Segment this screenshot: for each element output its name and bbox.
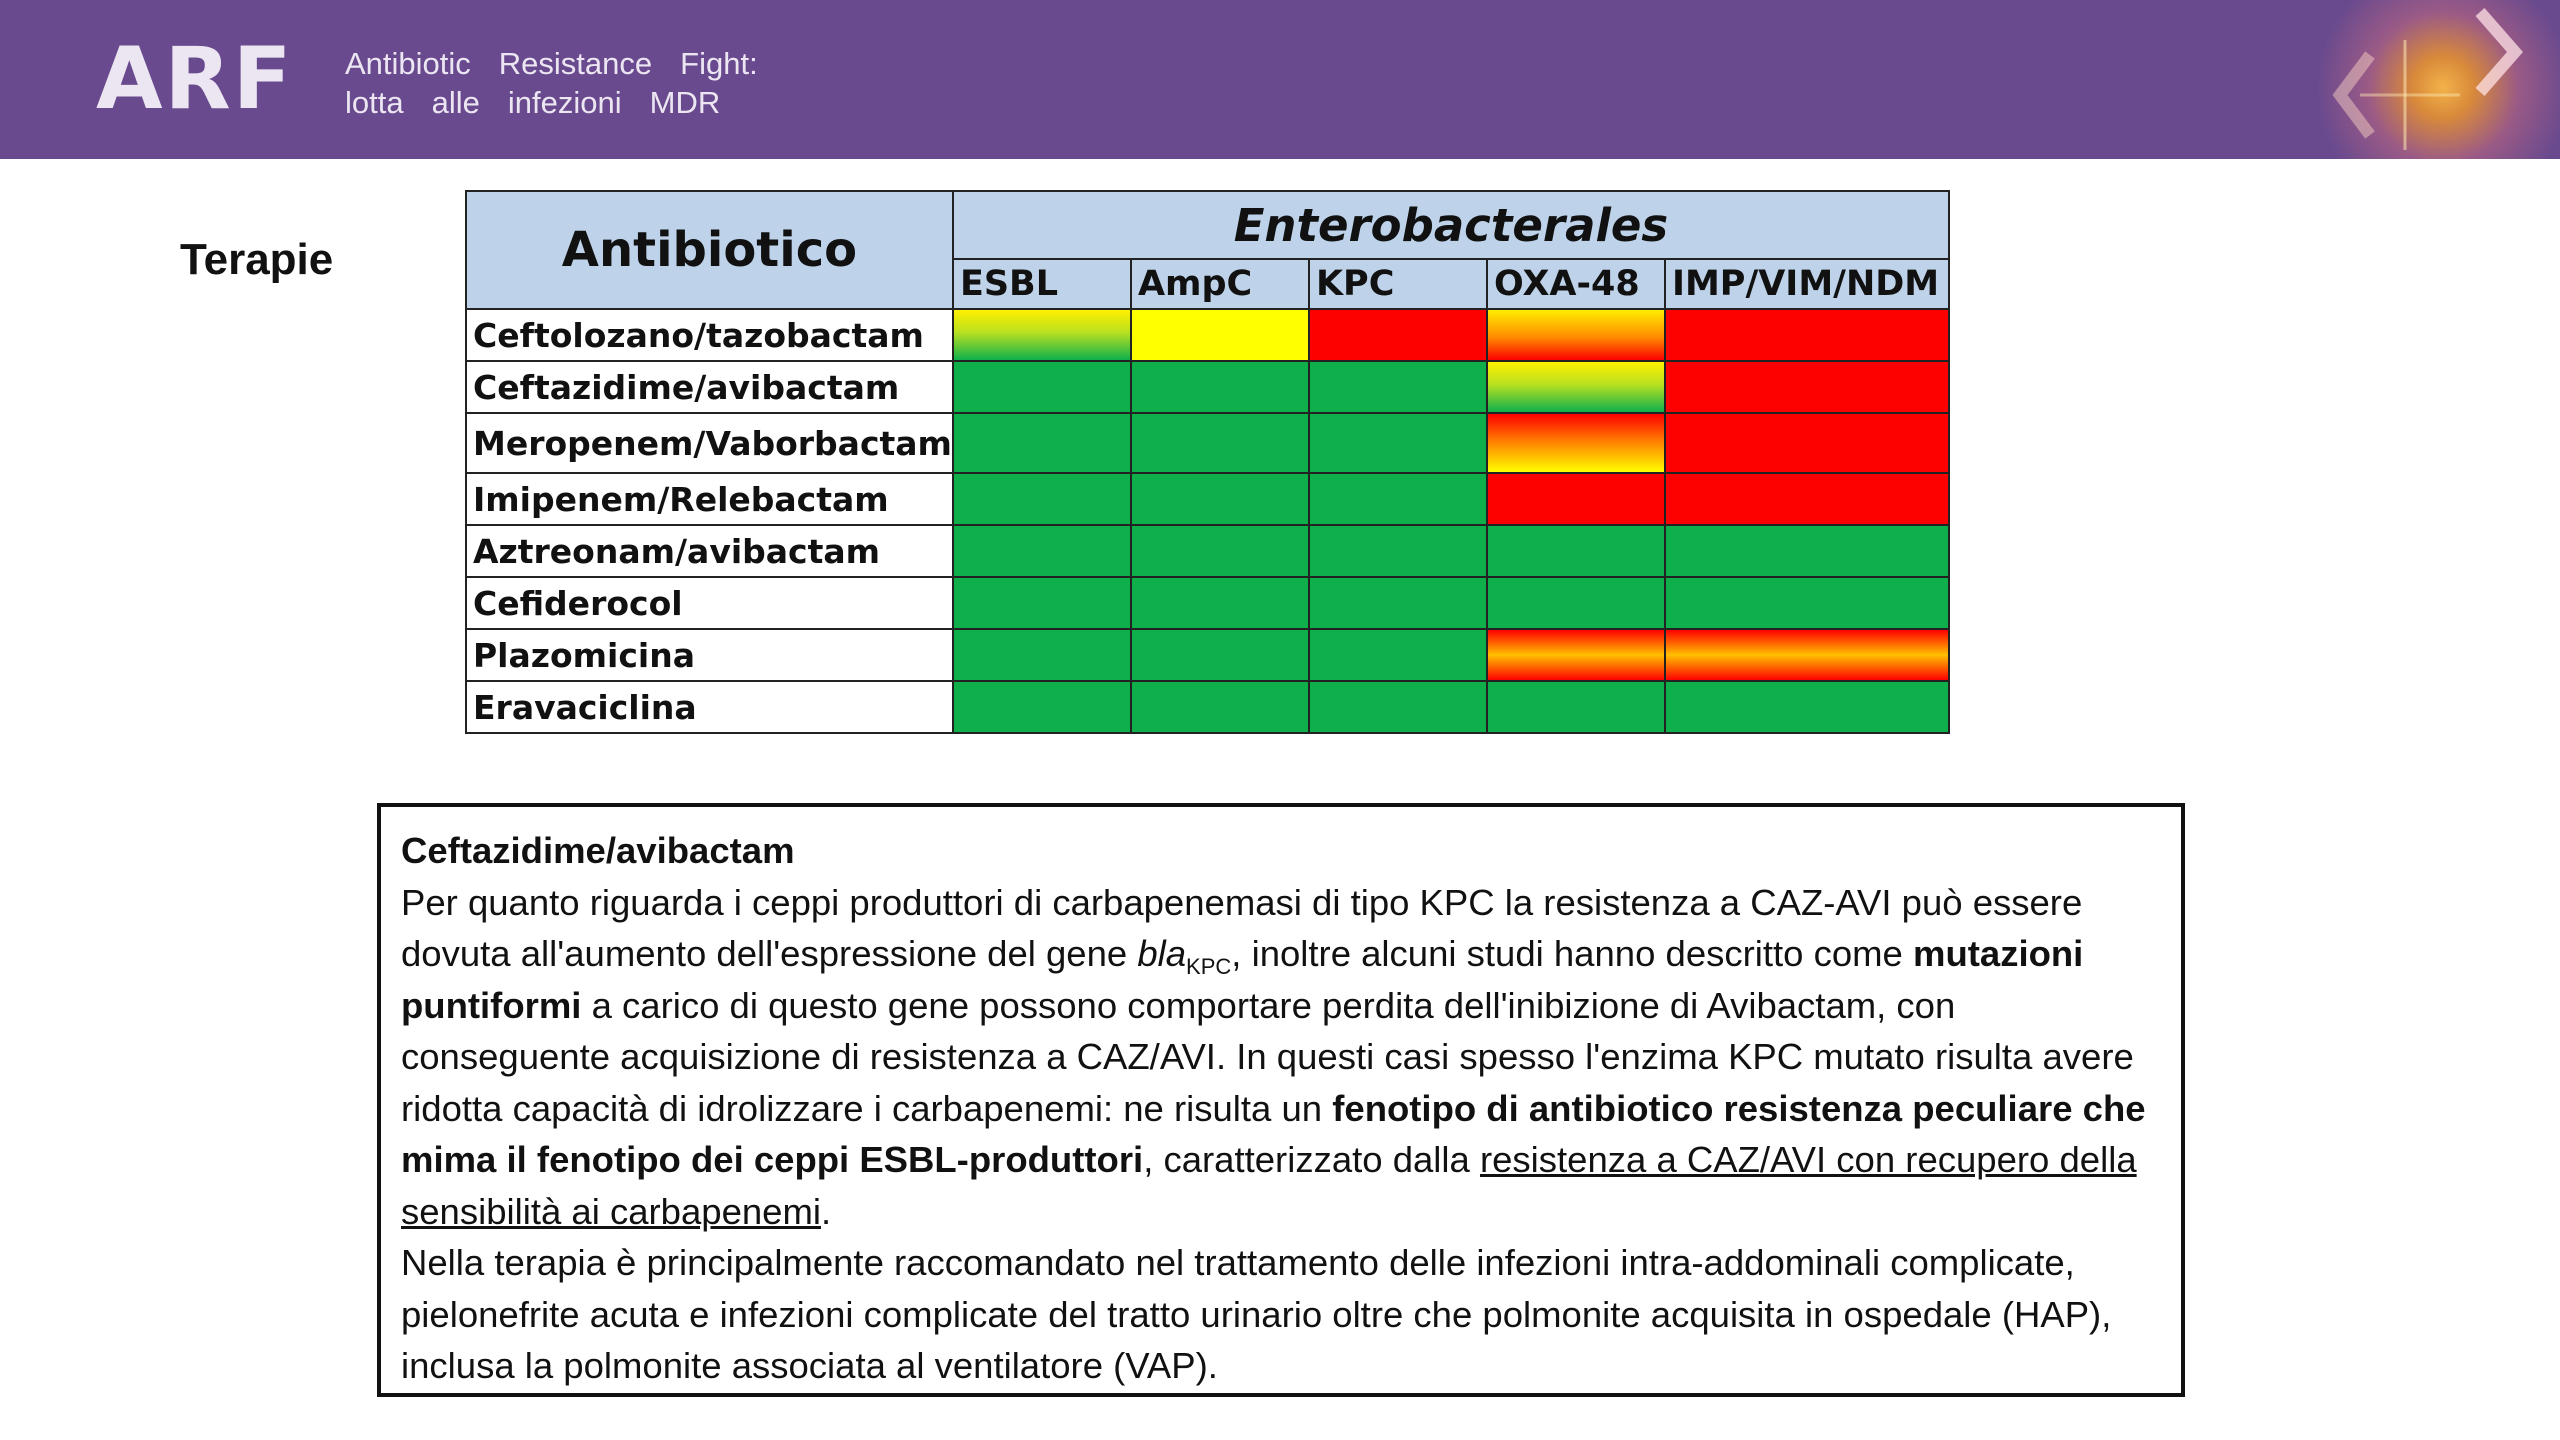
susceptibility-cell-imp-vim-ndm xyxy=(1665,681,1949,733)
antibiotic-name-cell: Meropenem/Vaborbactam xyxy=(466,413,953,473)
decorative-corner-graphic xyxy=(2300,0,2560,159)
underlined-text: resistenza a CAZ/AVI con recupero della sensibilità ai carbapenemi xyxy=(401,1139,2137,1232)
susceptibility-cell-ampc xyxy=(1131,681,1309,733)
tagline-word: alle xyxy=(431,85,480,120)
susceptibility-cell-kpc xyxy=(1309,577,1487,629)
susceptibility-cell-esbl xyxy=(953,473,1131,525)
susceptibility-cell-kpc xyxy=(1309,629,1487,681)
table-row xyxy=(466,681,1949,733)
susceptibility-cell-oxa-48 xyxy=(1487,525,1665,577)
table-row xyxy=(466,577,1949,629)
susceptibility-cell-esbl xyxy=(953,629,1131,681)
gene-subscript: KPC xyxy=(1186,954,1232,979)
text-run: . xyxy=(820,1190,832,1232)
note-paragraph-1 xyxy=(401,877,2161,1238)
susceptibility-cell-oxa-48 xyxy=(1487,681,1665,733)
antibiotic-name-cell: Ceftolozano/tazobactam xyxy=(466,309,953,361)
susceptibility-cell-imp-vim-ndm xyxy=(1665,309,1949,361)
antibiotic-name-cell: Aztreonam/avibactam xyxy=(466,525,953,577)
susceptibility-cell-oxa-48 xyxy=(1487,473,1665,525)
tagline xyxy=(345,44,758,122)
susceptibility-cell-imp-vim-ndm xyxy=(1665,577,1949,629)
susceptibility-cell-ampc xyxy=(1131,413,1309,473)
susceptibility-cell-esbl xyxy=(953,681,1131,733)
chevron-decoration-icon xyxy=(2300,0,2560,159)
susceptibility-cell-ampc xyxy=(1131,473,1309,525)
gene-name: bla xyxy=(1137,933,1187,974)
susceptibility-cell-ampc xyxy=(1131,629,1309,681)
susceptibility-cell-kpc xyxy=(1309,525,1487,577)
susceptibility-cell-ampc xyxy=(1131,577,1309,629)
susceptibility-cell-imp-vim-ndm xyxy=(1665,525,1949,577)
susceptibility-cell-kpc xyxy=(1309,681,1487,733)
table-row xyxy=(466,361,1949,413)
arf-logo: ARF xyxy=(96,29,294,129)
bold-text: mutazioni puntiformi xyxy=(401,933,2084,1026)
table-row xyxy=(466,309,1949,361)
tagline-word: Antibiotic xyxy=(345,46,471,81)
column-header: KPC xyxy=(1309,259,1487,309)
tagline-word: lotta xyxy=(345,85,404,120)
tagline-line-2 xyxy=(345,83,758,122)
susceptibility-cell-imp-vim-ndm xyxy=(1665,473,1949,525)
antibiotic-name-cell: Cefiderocol xyxy=(466,577,953,629)
antibiotic-name-cell: Ceftazidime/avibactam xyxy=(466,361,953,413)
antibiotic-name-cell: Eravaciclina xyxy=(466,681,953,733)
section-title: Terapie xyxy=(180,235,334,284)
susceptibility-cell-oxa-48 xyxy=(1487,361,1665,413)
column-header: AmpC xyxy=(1131,259,1309,309)
susceptibility-cell-ampc xyxy=(1131,309,1309,361)
tagline-word: Resistance xyxy=(498,46,653,81)
tagline-word: Fight: xyxy=(680,46,758,81)
susceptibility-cell-oxa-48 xyxy=(1487,309,1665,361)
header-bar xyxy=(0,0,2560,159)
tagline-word: infezioni xyxy=(507,85,622,120)
susceptibility-cell-oxa-48 xyxy=(1487,413,1665,473)
note-paragraph-2: Nella terapia è principalmente raccomandato nel trattamento delle infezioni intra-addominali complicate, pielonefrite acuta e infezioni complicate del tratto urinario oltre che polmonite acquisita in ospedale (HAP), inclusa la polmonite associata al ventilatore (VAP). xyxy=(401,1242,2112,1386)
susceptibility-cell-kpc xyxy=(1309,473,1487,525)
susceptibility-cell-esbl xyxy=(953,361,1131,413)
antibiotic-name-cell: Plazomicina xyxy=(466,629,953,681)
column-header: IMP/VIM/NDM xyxy=(1665,259,1949,309)
susceptibility-cell-oxa-48 xyxy=(1487,629,1665,681)
table-row xyxy=(466,413,1949,473)
susceptibility-cell-imp-vim-ndm xyxy=(1665,629,1949,681)
group-header: Enterobacterales xyxy=(953,191,1949,259)
susceptibility-cell-kpc xyxy=(1309,309,1487,361)
susceptibility-cell-imp-vim-ndm xyxy=(1665,413,1949,473)
susceptibility-cell-esbl xyxy=(953,413,1131,473)
tagline-word: MDR xyxy=(649,85,721,120)
text-run: , inoltre alcuni studi hanno descritto come xyxy=(1231,933,1913,974)
susceptibility-cell-kpc xyxy=(1309,361,1487,413)
column-header: OXA-48 xyxy=(1487,259,1665,309)
info-text-box xyxy=(377,803,2185,1397)
susceptibility-cell-ampc xyxy=(1131,361,1309,413)
text-run: , caratterizzato dalla xyxy=(1143,1139,1480,1180)
susceptibility-cell-oxa-48 xyxy=(1487,577,1665,629)
table-row xyxy=(466,473,1949,525)
antibiotic-susceptibility-table xyxy=(465,190,1950,734)
tagline-line-1 xyxy=(345,44,758,83)
antibiotic-name-cell: Imipenem/Relebactam xyxy=(466,473,953,525)
column-header: ESBL xyxy=(953,259,1131,309)
note-title: Ceftazidime/avibactam xyxy=(401,830,795,871)
text-run: Per quanto riguarda i ceppi produttori di carbapenemasi di tipo KPC la resistenza a CAZ-AVI può essere dovuta all'aumento dell'espressione del gene xyxy=(401,881,2083,974)
text-run: a carico di questo gene possono comportare perdita dell'inibizione di Avibactam, con conseguente acquisizione di resistenza a CAZ/AVI. In questi casi spesso l'enzima KPC mutato risulta avere ridotta capacità di idrolizzare i carbapenemi: ne risulta un xyxy=(401,984,2134,1129)
susceptibility-cell-esbl xyxy=(953,309,1131,361)
susceptibility-cell-ampc xyxy=(1131,525,1309,577)
table-row xyxy=(466,525,1949,577)
susceptibility-cell-imp-vim-ndm xyxy=(1665,361,1949,413)
susceptibility-cell-esbl xyxy=(953,577,1131,629)
table-row xyxy=(466,629,1949,681)
susceptibility-cell-kpc xyxy=(1309,413,1487,473)
antibiotic-column-header: Antibiotico xyxy=(466,191,953,309)
susceptibility-cell-esbl xyxy=(953,525,1131,577)
bold-text: fenotipo di antibiotico resistenza peculiare che mima il fenotipo dei ceppi ESBL-produttori xyxy=(401,1087,2146,1180)
